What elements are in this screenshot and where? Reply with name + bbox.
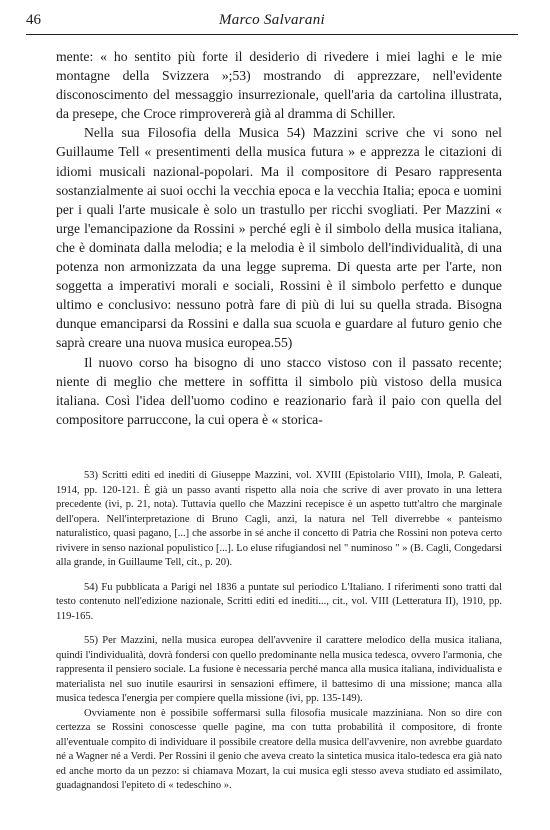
page-header [26, 10, 518, 32]
footnotes [56, 469, 502, 794]
body-paragraph: Nella sua Filosofia della Musica 54) Mazzini scrive che vi sono nel Guillaume Tell « presentimenti della musica futura » e apprezza le citazioni di idiomi musicali nazional-popolari. Ma il compositore di Pesaro rappresenta sostanzialmente ai suoi occhi la vecchia epoca e la vecchia Italia; epoca e uomini per i quali l'arte musicale è solo un trastullo per ricchi svogliati. Per Mazzini « urge l'emancipazione da Rossini » perché egli è il simbolo della musica italiana, che è dominata dalla melodia; e la melodia è il simbolo dell'individualità, di una potenza non armonizzata da una legge suprema. Di questa arte per l'arte, non soggetta a imperativi morali e sociali, Rossini è il simbolo perfetto e dunque ultimo e conclusivo: nessuno potrà fare di più di lui su quella strada. Bisogna dunque emanciparsi da Rossini e dalla sua scuola e guardare al futuro genio che saprà creare una nuova musica europea.55) [56, 125, 502, 351]
main-text [56, 47, 502, 429]
page-number: 46 [26, 12, 41, 28]
footnote-55: 55) Per Mazzini, nella musica europea dell'avvenire il carattere melodico della musica italiana, quindi l'individualità, dovrà fondersi con quello predominante nella musica tedesca, ovvero l'armonia, che rappresenta il pensiero sociale. La fusione è necessaria perché manca alla musica italiana, individualista e materialista nel suo inutile esaurirsi in sensazioni effimere, il battesimo di una missione; manca alla musica tedesca l'energia per compiere quella missione (ivi, pp. 135-149). [56, 635, 502, 704]
footnote-53: 53) Scritti editi ed inediti di Giuseppe Mazzini, vol. XVIII (Epistolario VIII), Imola, P. Galeati, 1914, pp. 120-121. È già un passo avanti rispetto alla noia che scrive di aver provato in una lettera precedente (ivi, p. 21, nota). Tuttavia quello che Mazzini recepisce è un aspetto tutt'altro che marginale dell'opera. Nell'interpretazione di Bruno Cagli, anzi, la natura nel Tell diverrebbe « panteismo naturalistico, quasi pagano, [...] che assorbe in sé anche il concetto di Patria che Rossini non poteva certo rivivere in senso nazional populistico [...]. Lo eluse rifugiandosi nel " numinoso " » (B. Cagli, Congedarsi alla grande, in Guillaume Tell, cit., p. 20). [56, 470, 502, 568]
body-paragraph: Il nuovo corso ha bisogno di uno stacco vistoso con il passato recente; niente di meglio che mettere in soffitta il simbolo più vistoso della musica italiana. Così l'idea dell'uomo codino e reazionario farà il paio con quella del compositore parruccone, la cui opera è « storica- [56, 354, 502, 427]
body-paragraph: mente: « ho sentito più forte il desiderio di rivedere i miei laghi e le mie montagne della Svizzera »;53) mostrando di apprezzare, nell'evidente disconoscimento del messaggio insurrezionale, quell'aria da cartolina illustrata, da presepe, che Croce rimprovererà già al dramma di Schiller. [56, 49, 502, 122]
running-head: Marco Salvarani [218, 12, 325, 28]
header-rule [26, 34, 518, 35]
footnote-55-continued: Ovviamente non è possibile soffermarsi sulla filosofia musicale mazziniana. Non so dire con certezza se Rossini conoscesse quelle pagine, ma con tutta probabilità il compositore, di fronte all'eventuale compito di individuare il possibile creatore della musica dell'avvenire, non avrebbe guardato né a Wagner né a Verdi. Per Rossini il genio che aveva creato la sintetica musica italo-tedesca era già nato ed anche morto da un pezzo: si chiamava Mozart, la cui musica egli stesso aveva studiato ed assimilato, guadagnandosi l'epiteto di « tedeschino ». [56, 707, 502, 791]
footnote-54: 54) Fu pubblicata a Parigi nel 1836 a puntate sul periodico L'Italiano. I riferimenti sono tratti dal testo contenuto nell'edizione nazionale, Scritti editi ed inediti..., cit., vol. VIII (Letteratura II), 1910, pp. 119-165. [56, 581, 502, 622]
